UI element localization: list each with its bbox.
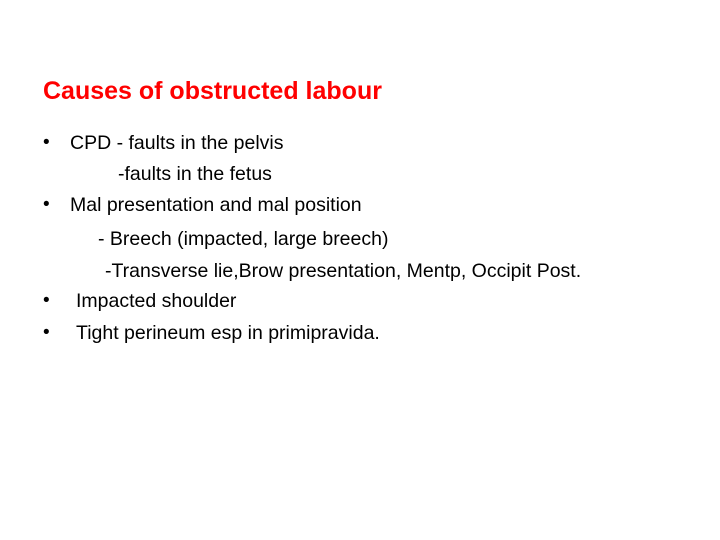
bullet-item-tight-perineum: Tight perineum esp in primipravida. [76,322,380,344]
sub-item-fetus: -faults in the fetus [118,163,272,185]
bullet-icon: • [43,322,50,343]
sub-item-transverse: -Transverse lie,Brow presentation, Mentp, Occipit Post. [105,260,582,282]
bullet-icon: • [43,290,50,311]
bullet-item-cpd: CPD - faults in the pelvis [70,132,284,154]
bullet-item-impacted-shoulder: Impacted shoulder [76,290,237,312]
bullet-icon: • [43,132,50,153]
bullet-item-mal-presentation: Mal presentation and mal position [70,194,362,216]
bullet-icon: • [43,194,50,215]
slide-title: Causes of obstructed labour [43,77,382,105]
sub-item-breech: - Breech (impacted, large breech) [98,228,389,250]
